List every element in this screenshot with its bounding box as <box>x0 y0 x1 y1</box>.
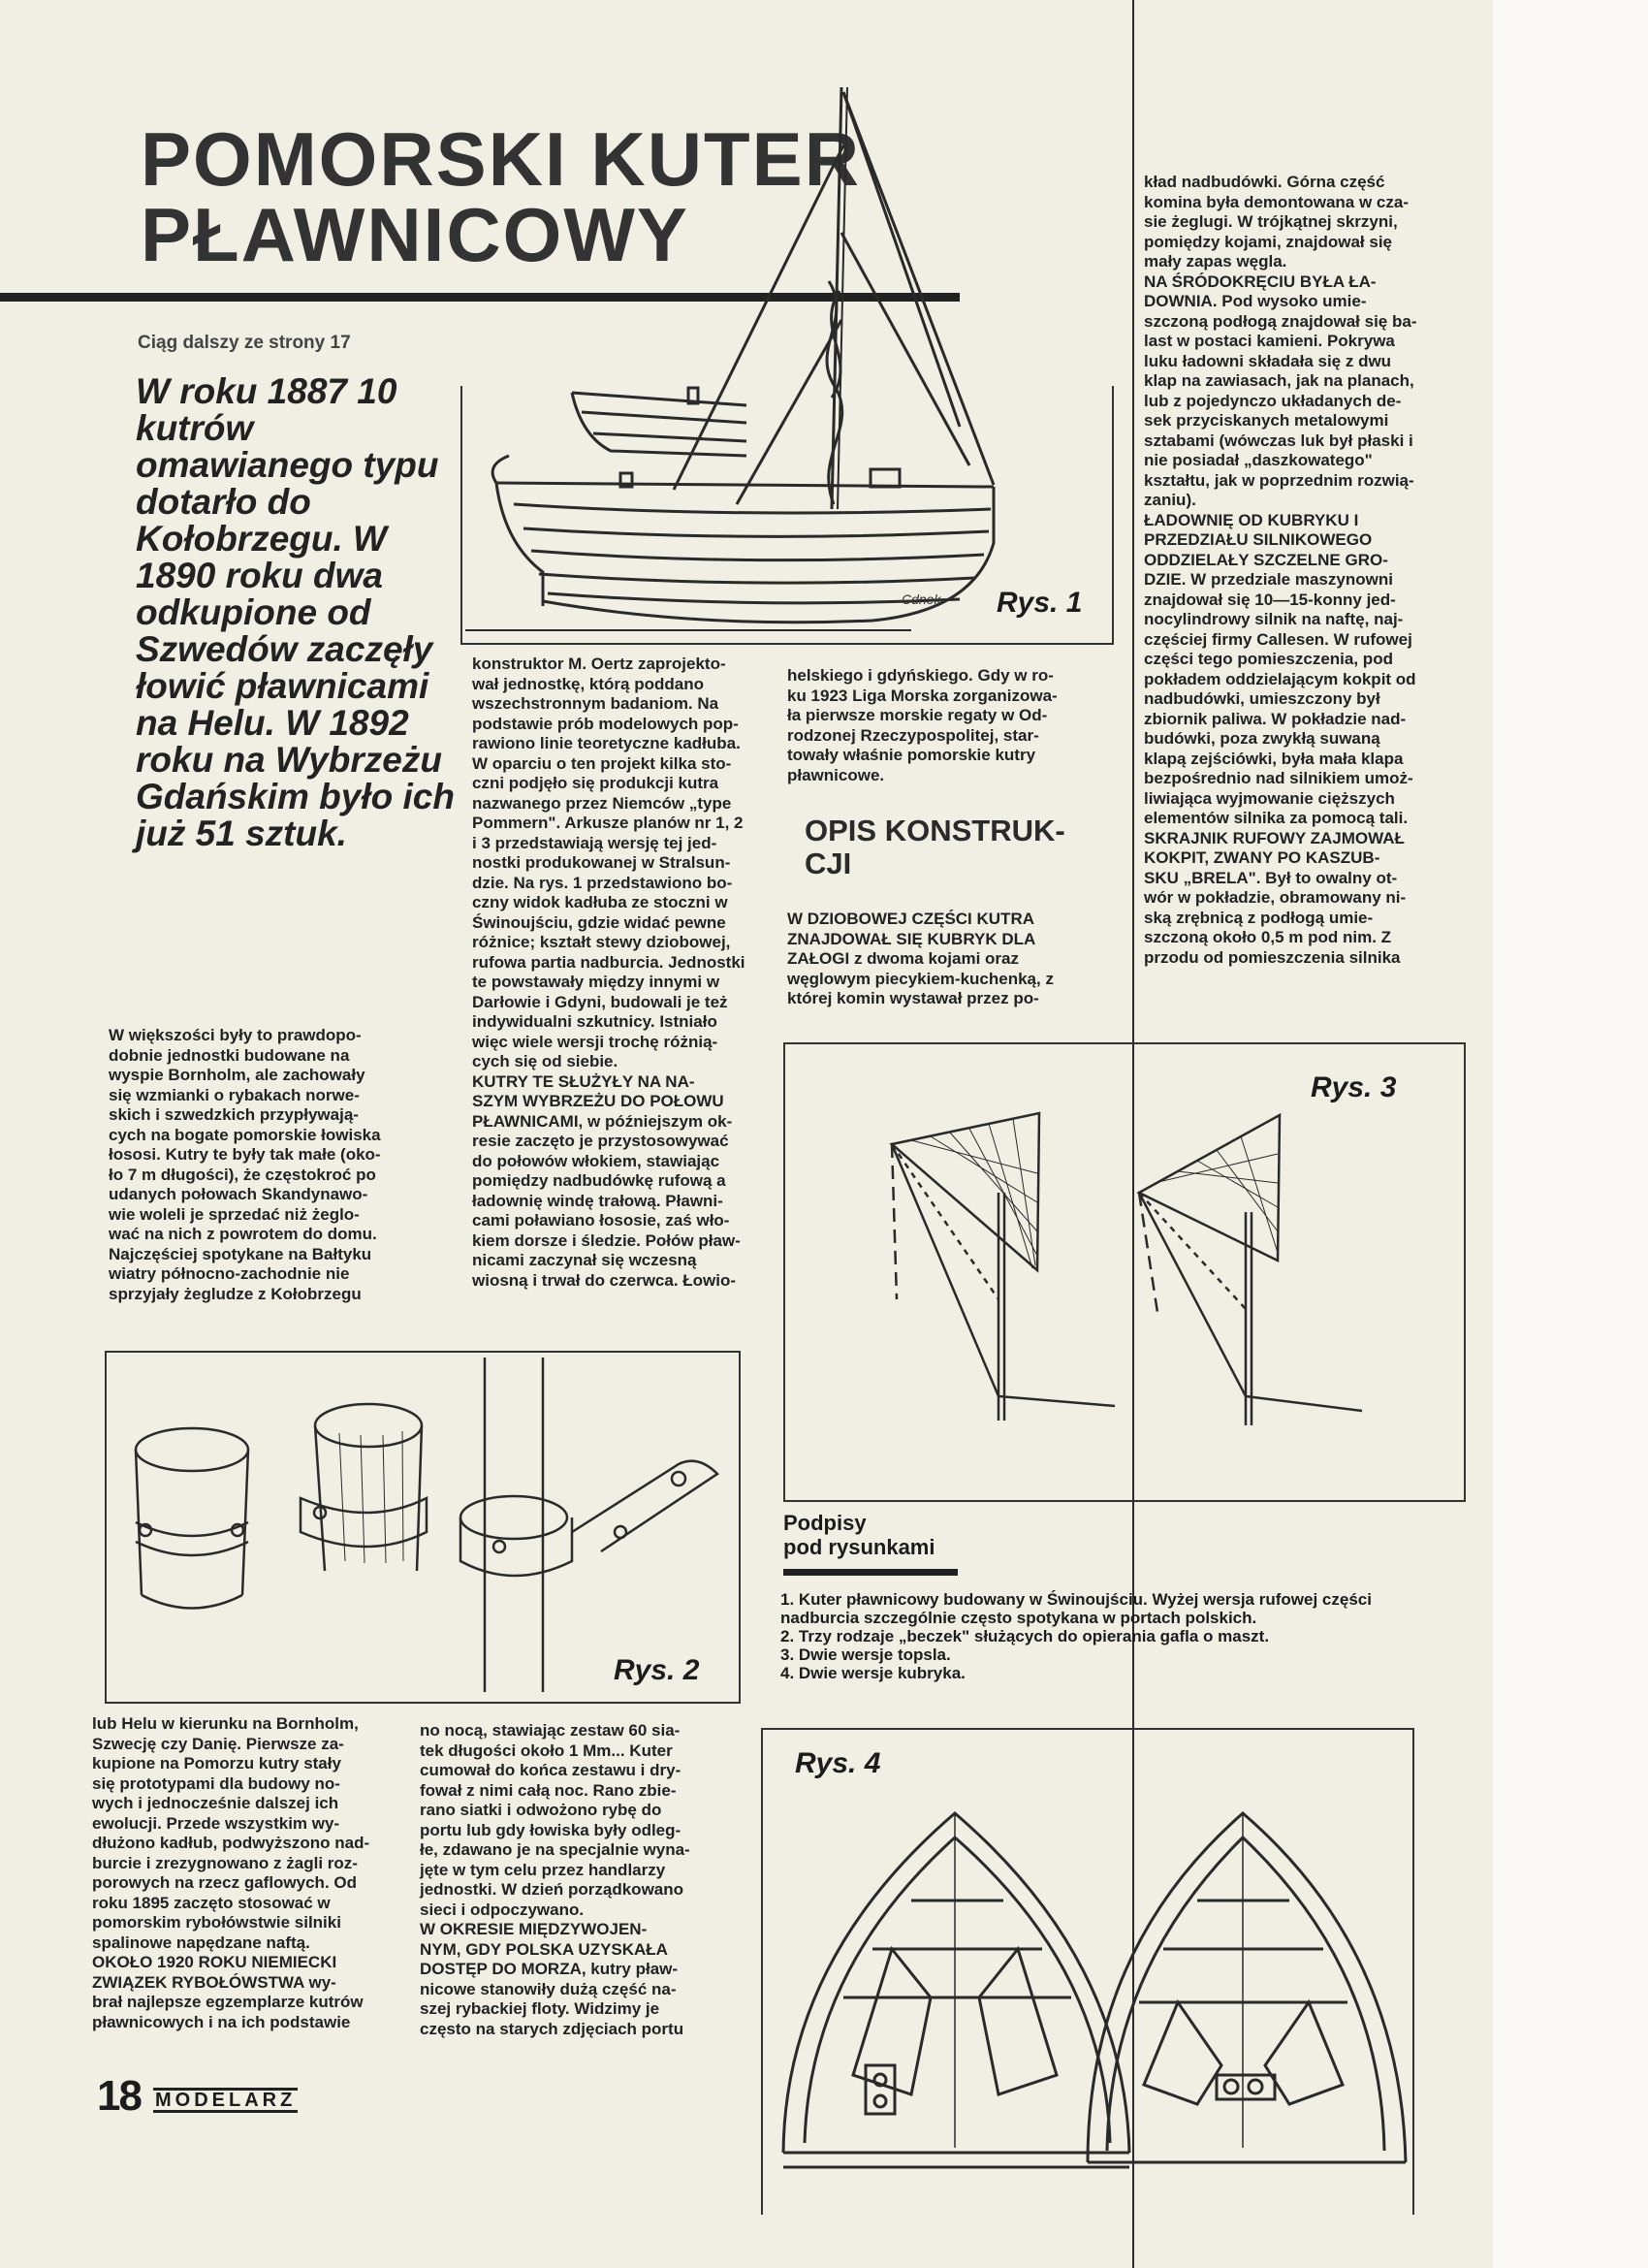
scan-margin <box>1493 0 1648 2268</box>
column1-top-text: W większości były to prawdopo- dobnie jednostki budowane na wyspie Bornholm, ale zachowały się wzmianki o rybakach norwe- skich i szwedzkich przypływają- cych na bogate pomorskie łowiska łososi. Kutry te były tak małe (oko- ło 7 m długości), że częstokroć po udanych połowach Skandynawo- wie woleli je sprzedać niż żeglo- wać na nich z powrotem do domu. Najczęściej spotykane na Bałtyku wiatry północno-zachodnie nie sprzyjały żegludze z Kołobrzegu <box>109 1026 381 1303</box>
figure-rys3-label: Rys. 3 <box>1311 1071 1397 1103</box>
column2-top-text: konstruktor M. Oertz zaprojekto- wał jednostkę, którą poddano wszechstronnym badaniom. Na podstawie prób modelowych pop- rawiono linie teoretyczne kadłuba. W oparciu o ten projekt kilka sto- czni podjęło się produkcji kutra nazwanego przez Niemców „type Pommern". Arkusze planów nr 1, 2 i 3 przedstawiają wersję tej jed- nostki produkowanej w Stralsun- dzie. Na rys. 1 przedstawiono bo- czny widok kadłuba ze stoczni w Świnoujściu, gdzie widać pewne różnice; kształt stewy dziobowej, rufowa partia nadburcia. Jednostki te powstawały między innymi w Darłowie i Gdyni, budowali je też indywidualni szkutnicy. Istniało więc wiele wersji trochę różnią- cych się od siebie. KUTRY TE SŁUŻYŁY NA NA- SZYM WYBRZEŻU DO POŁOWU PŁAWNICAMI, w późniejszym ok- resie zaczęto je przystosowywać do połowów włokiem, stawiając pomiędzy nadbudówkę rufową a ładownię windę trałową. Pławni- cami poławiano łososie, zaś wło- kiem dorsze i śledzie. Połów pław- nicami zaczynał się wczesną wiosną i trwał do czerwca. Łowio- <box>472 655 745 1290</box>
figure-rys2-label: Rys. 2 <box>614 1654 700 1686</box>
title-rule <box>0 293 960 302</box>
captions-heading: Podpisy pod rysunkami <box>783 1511 935 1559</box>
column2-bottom-text: no nocą, stawiając zestaw 60 sia- tek długości około 1 Mm... Kuter cumował do końca zestawu i dry- fował z nimi całą noc. Rano zbie- rano siatki i odwożono rybę do portu lub gdy łowiska były odleg- łe, zdawano je na specjalnie wyna- jęte w tym celu przez handlarzy jednostki. W dzień porządkowano sieci i odpoczywano. W OKRESIE MIĘDZYWOJEN- NYM, GDY POLSKA UZYSKAŁA DOSTĘP DO MORZA, kutry pław- nicowe stanowiły dużą część na- szej rybackiej floty. Widzimy je często na starych zdjęciach portu <box>420 1721 690 2038</box>
rys1-signature: Cdnek <box>902 591 941 607</box>
column4-text: kład nadbudówki. Górna część komina była demontowana w cza- sie żeglugi. W trójkątnej skrzyni, pomiędzy kojami, znajdował się mały zapas węgla. NA ŚRÓDOKRĘCIU BYŁA ŁA- DOWNIA. Pod wysoko umie- szczoną podłogą znajdował się ba- last w postaci kamieni. Pokrywa luku ładowni składała się z dwu klap na zawiasach, jak na planach, lub z pojedynczo układanych de- sek przyciskanych metalowymi sztabami (wówczas luk był płaski i nie posiadał „daszkowatego" kształtu, jak w poprzednim rozwią- zaniu). ŁADOWNIĘ OD KUBRYKU I PRZEDZIAŁU SILNIKOWEGO ODDZIELAŁY SZCZELNE GRO- DZIE. W przedziale maszynowni znajdował się 10—15-konny jed- nocylindrowy silnik na naftę, naj- częściej firmy Callesen. W rufowej części tego pomieszczenia, pod pokładem oddzielającym kokpit od nadbudówki, umieszczony był zbiornik paliwa. W pokładzie nad- budówki, poza zwykłą suwaną klapą zejściówki, była mała klapa bezpośrednio nad silnikiem umoż- liwiająca wyjmowanie cięższych elementów silnika za pomocą tali. SKRAJNIK RUFOWY ZAJMOWAŁ KOKPIT, ZWANY PO KASZUB- SKU „BRELA". Był to owalny ot- wór w pokładzie, obramowany ni- ską zrębnicą z podłogą umie- szczoną około 0,5 m pod nim. Z przodu od pomieszczenia silnika <box>1144 173 1417 967</box>
figure-rys2-frame <box>105 1351 741 1704</box>
caption-item: 1. Kuter pławnicowy budowany w Świnoujściu. Wyżej wersja rufowej części nadburcia szczególnie często spotykana w portach polskich. <box>780 1590 1372 1627</box>
captions-rule <box>783 1569 958 1576</box>
section-heading-construction: OPIS KONSTRUK- CJI <box>805 814 1065 880</box>
figure-rys3-frame <box>783 1042 1466 1502</box>
page-number: 18 <box>97 2072 141 2120</box>
article-title: POMORSKI KUTER PŁAWNICOWY <box>141 116 862 277</box>
continued-note: Ciąg dalszy ze strony 17 <box>138 333 351 353</box>
figure-rys1-label: Rys. 1 <box>997 587 1083 619</box>
caption-item: 2. Trzy rodzaje „beczek" służących do opierania gafla o maszt. <box>780 1627 1270 1645</box>
column3-top-text: helskiego i gdyńskiego. Gdy w ro- ku 1923 Liga Morska zorganizowa- ła pierwsze morskie regaty w Od- rodzonej Rzeczypospolitej, star- towały właśnie pomorskie kutry pławnicowe. <box>787 666 1058 784</box>
column1-bottom-text: lub Helu w kierunku na Bornholm, Szwecję czy Danię. Pierwsze za- kupione na Pomorzu kutry stały się prototypami dla budowy no- wych i jednocześnie dalszej ich ewolucji. Przede wszystkim wy- dłużono kadłub, podwyższono nad- burcie i zrezygnowano z żagli roz- porowych na rzecz gaflowych. Od roku 1895 zaczęto stosować w pomorskim rybołówstwie silniki spalinowe napędzane naftą. OKOŁO 1920 ROKU NIEMIECKI ZWIĄZEK RYBOŁÓWSTWA wy- brał najlepsze egzemplarze kutrów pławnicowych i na ich podstawie <box>92 1714 370 2031</box>
caption-item: 4. Dwie wersje kubryka. <box>780 1664 966 1682</box>
column3-mid-text: W DZIOBOWEJ CZĘŚCI KUTRA ZNAJDOWAŁ SIĘ KUBRYK DLA ZAŁOGI z dwoma kojami oraz węglowym piecykiem-kuchenką, z której komin wystawał przez po- <box>787 910 1054 1007</box>
figure-rys4-label: Rys. 4 <box>795 1747 881 1779</box>
captions-list <box>780 1590 1401 1682</box>
lead-paragraph: W roku 1887 10 kutrów omawianego typu dotarło do Kołobrzegu. W 1890 roku dwa odkupione od Szwedów zaczęły łowić pławnicami na Helu. W 1892 roku na Wybrzeżu Gdańskim było ich już 51 sztuk. <box>136 371 455 853</box>
magazine-name: MODELARZ <box>155 2090 297 2111</box>
caption-item: 3. Dwie wersje topsla. <box>780 1645 951 1664</box>
figure-rys4-frame <box>761 1728 1414 2215</box>
